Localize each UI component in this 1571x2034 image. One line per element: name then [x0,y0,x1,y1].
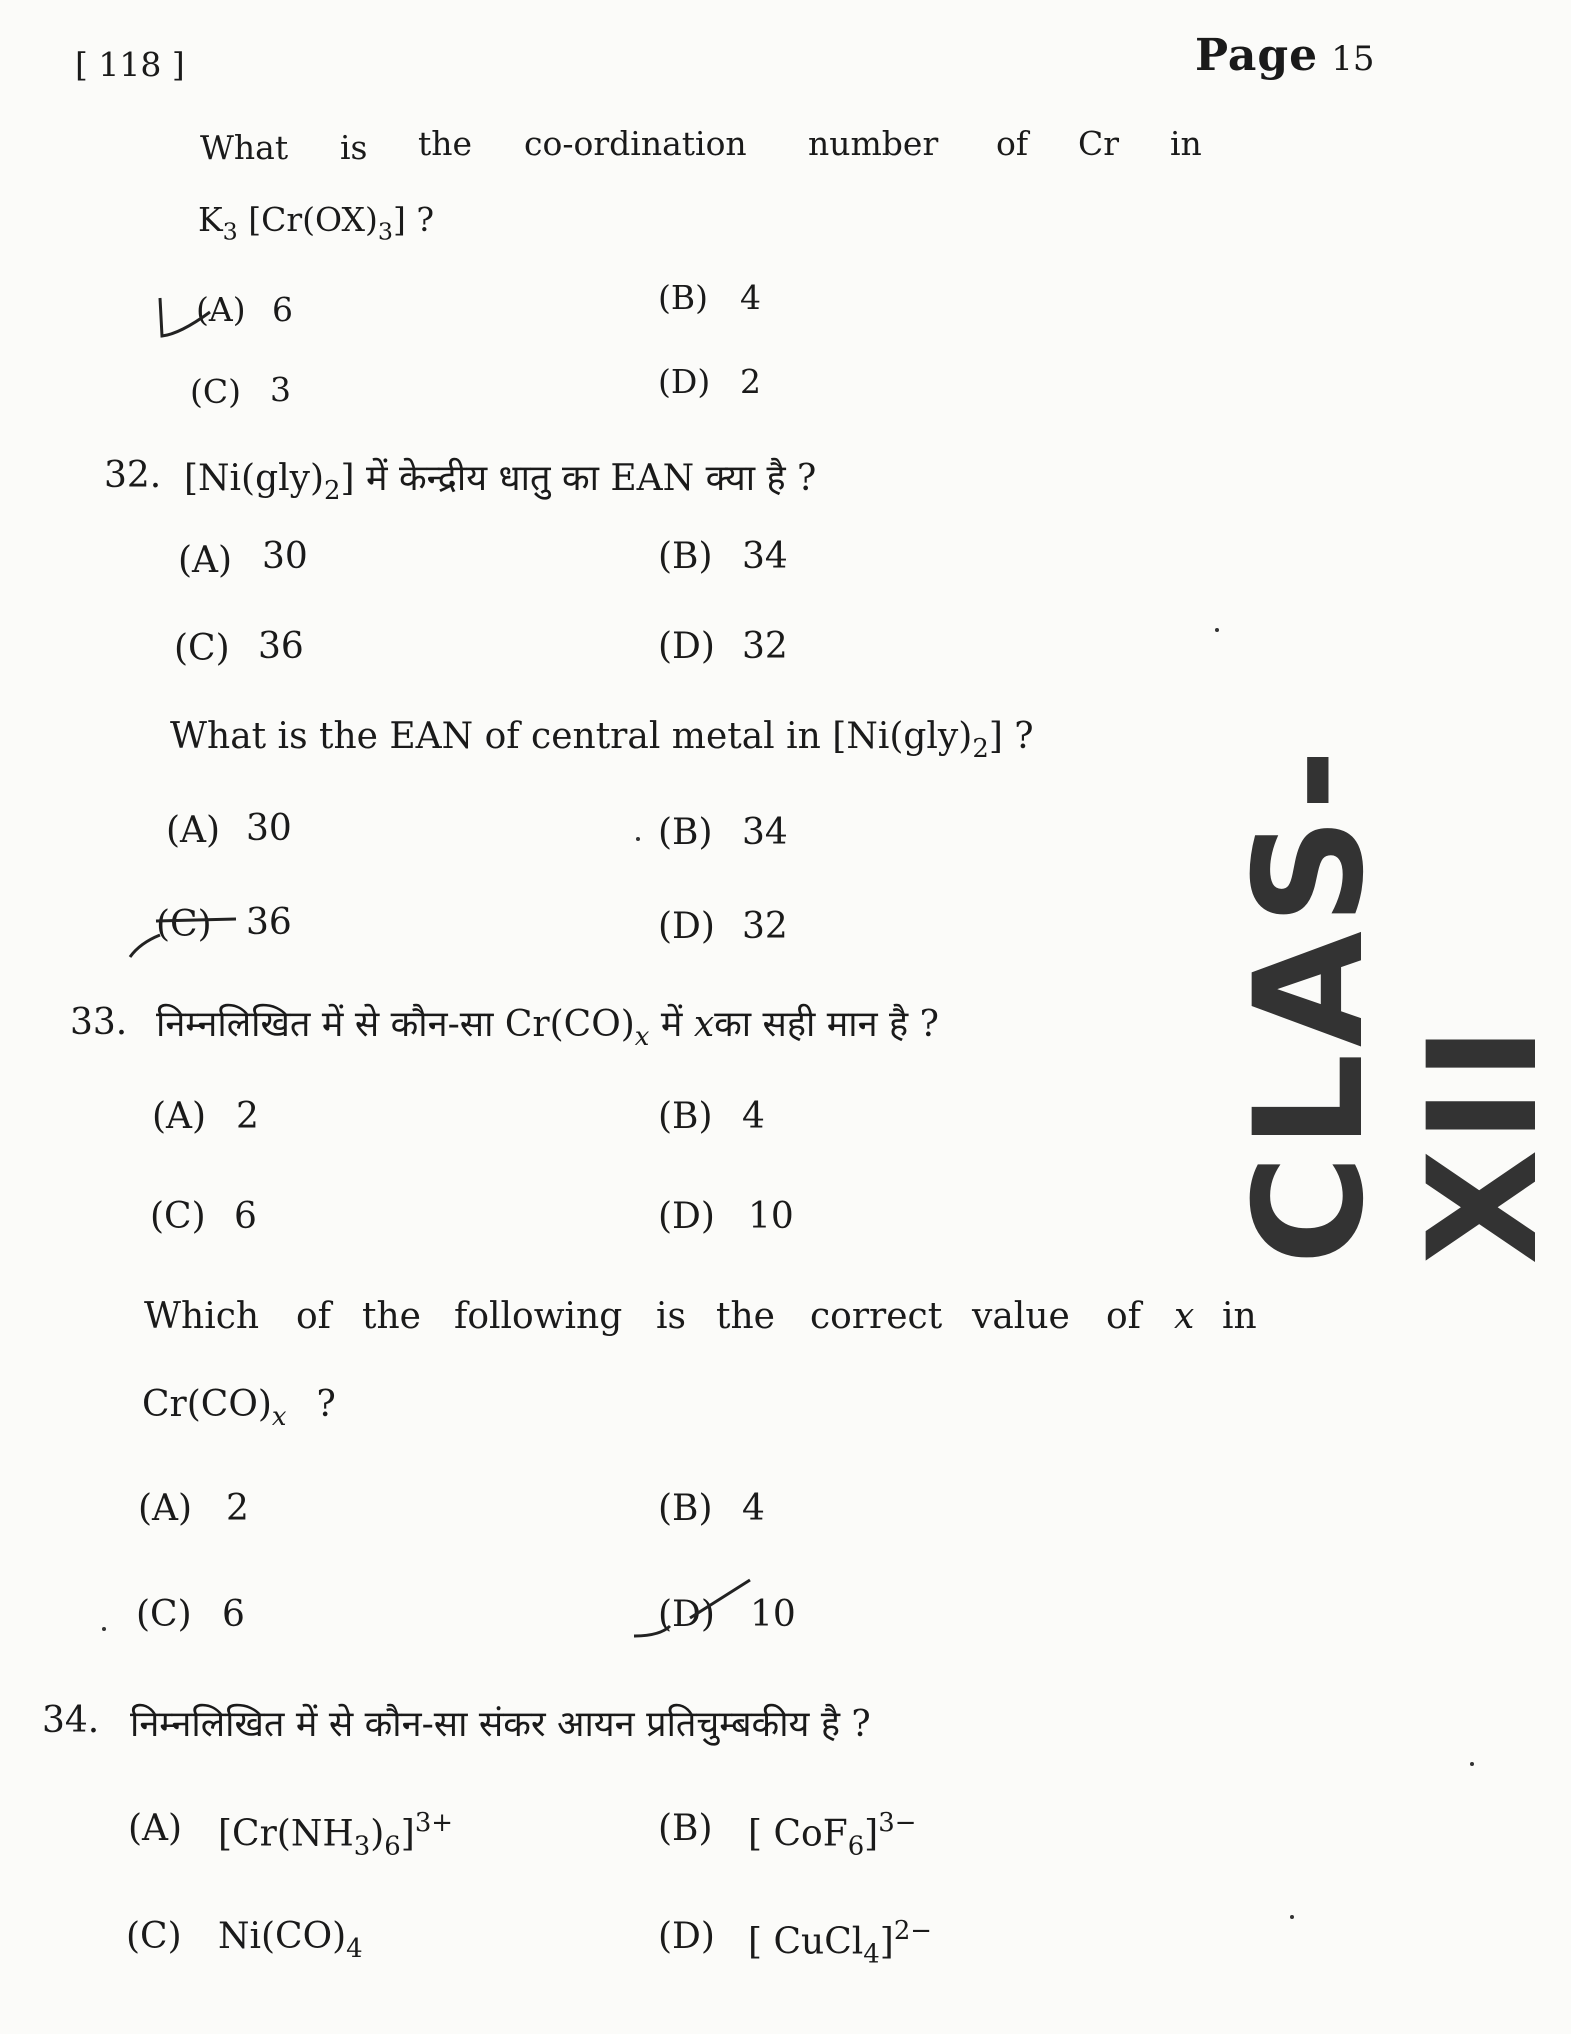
q33-hindi-x: x [693,1004,715,1045]
option-label-c: (C) [190,372,241,411]
option-value-d: 2 [740,362,761,401]
option-label-c: (C) [174,628,230,669]
option-label-c: (C) [156,904,212,945]
q32-hindi-rest: ] में केन्द्रीय धातु का EAN क्या है ? [340,458,817,499]
q33-word: in [1222,1296,1257,1337]
scan-speck [636,837,640,841]
q33-hindi-sub: x [634,1022,650,1053]
q31-word: Cr [1078,124,1120,163]
option-label-a: (A) [152,1096,207,1137]
option-value-d: 32 [742,626,788,667]
q31-word: the [418,124,473,163]
option-label-d: (D) [658,626,715,667]
formula-part: ] [400,1813,415,1855]
option-value-c: 3 [270,370,291,409]
formula-part: [Cr(NH [218,1813,354,1855]
q32-hindi-sub: 2 [324,476,341,507]
option-label-c: (C) [136,1594,192,1635]
scan-speck [1215,628,1219,632]
option-label-a: (A) [178,540,233,581]
option-value-a: 30 [246,808,292,849]
q34-hindi-text: निम्नलिखित में से कौन-सा संकर आयन प्रतिचुम्बकीय है ? [130,1704,871,1745]
formula-part: [ CuCl [748,1921,864,1963]
formula-sup: 2− [893,1916,933,1946]
option-value-b: 34 [742,536,788,577]
q33-english-formula [142,1384,336,1432]
scan-speck [1290,1915,1294,1919]
option-label-d: (D) [658,906,715,947]
q33-word: of [296,1296,331,1337]
option-value-c: 6 [234,1196,257,1237]
q31-formula-end: ] ? [393,200,435,239]
option-label-b: (B) [658,1808,713,1849]
page-header [1195,30,1375,81]
q32-english-main: What is the EAN of central metal in [Ni(gly) [170,716,973,757]
option-value-b: 4 [740,278,761,317]
q33-formula-main: Cr(CO) [142,1384,272,1425]
q33-hindi-text [156,998,939,1052]
q33-word: Which [144,1296,260,1337]
option-value-d: 10 [748,1196,794,1237]
formula-part: [ CoF [748,1813,848,1855]
option-value-c: 6 [222,1594,245,1635]
option-value-a: 2 [226,1488,249,1529]
option-label-c: (C) [150,1196,206,1237]
page-word: Page [1195,30,1319,81]
formula-part: ) [370,1813,385,1855]
scan-speck [1470,1762,1474,1766]
q31-word: of [996,124,1029,163]
q31-formula [198,200,434,245]
option-value-c: 36 [246,902,292,943]
option-label-b: (B) [658,536,713,577]
q33-word: of [1106,1296,1141,1337]
option-formula-c [218,1916,363,1964]
formula-part: ] [864,1813,879,1855]
q33-formula-sub: x [271,1402,287,1433]
option-label-d: (D) [658,1196,715,1237]
q32-english-end: ] ? [988,716,1034,757]
formula-sub: 3 [353,1831,371,1862]
formula-sub: 6 [384,1831,401,1862]
q31-formula-k: K [198,200,223,239]
option-value-a: 30 [262,536,308,577]
option-formula-d [748,1916,932,1969]
option-value-c: 36 [258,626,304,667]
option-value-d: 10 [750,1594,796,1635]
q33-word: value [972,1296,1070,1337]
option-label-d: (D) [658,1916,715,1957]
page-reference: [ 118 ] [75,45,185,84]
formula-sup: 3+ [414,1808,454,1838]
q33-word: following [454,1296,623,1337]
class-banner-text: CLAS-XII [1223,742,1571,1265]
scan-speck [102,1627,106,1631]
q33-word: correct [810,1296,943,1337]
option-label-b: (B) [658,278,708,317]
formula-sup: 3− [878,1808,917,1838]
q33-word: the [716,1296,775,1337]
q33-word: the [362,1296,421,1337]
option-formula-b [748,1808,916,1861]
formula-sub: 4 [346,1934,363,1965]
option-label-d: (D) [658,362,711,401]
option-label-a: (A) [128,1808,183,1849]
q31-formula-mid: [Cr(OX) [248,200,378,239]
q31-word: What [200,128,289,167]
option-value-a: 2 [236,1096,259,1137]
q33-word: x [1174,1296,1195,1337]
formula-sub: 4 [863,1939,880,1970]
q33-hindi-part-c: का सही मान है ? [714,1004,939,1045]
option-value-b: 4 [742,1488,765,1529]
option-formula-a [218,1808,453,1861]
formula-part: ] [879,1921,894,1963]
q31-word: is [340,128,368,167]
q33-number: 33. [70,1002,128,1043]
q34-number: 34. [42,1700,100,1741]
page-number: 15 [1331,39,1375,79]
q31-word: number [808,124,939,163]
q33-hindi-part-a: निम्नलिखित में से कौन-सा Cr(CO) [156,1004,635,1045]
q32-english-text [170,716,1034,764]
q33-formula-end: ? [316,1384,336,1425]
formula-part: Ni(CO) [218,1916,347,1957]
formula-sub: 6 [847,1831,865,1862]
option-label-a: (A) [138,1488,193,1529]
q33-hindi-part-b: में [649,1004,694,1045]
q32-english-sub: 2 [972,734,989,765]
option-label-b: (B) [658,1488,713,1529]
q32-hindi-formula: [Ni(gly) [184,458,325,499]
q31-formula-sub: 3 [377,217,394,246]
option-value-a: 6 [272,290,293,329]
q33-word: is [656,1296,686,1337]
option-label-a: (A) [196,290,246,329]
option-label-c: (C) [126,1916,182,1957]
q31-word: in [1170,124,1202,163]
option-value-d: 32 [742,906,788,947]
q31-formula-k-sub: 3 [222,217,238,246]
q32-number: 32. [104,455,162,496]
option-label-d: (D) [658,1594,715,1635]
option-value-b: 4 [742,1096,765,1137]
option-label-a: (A) [166,810,221,851]
option-value-b: 34 [742,812,788,853]
option-label-b: (B) [658,1096,713,1137]
option-label-b: (B) [658,812,713,853]
q31-word: co-ordination [524,124,747,163]
q32-hindi-text [184,452,816,506]
